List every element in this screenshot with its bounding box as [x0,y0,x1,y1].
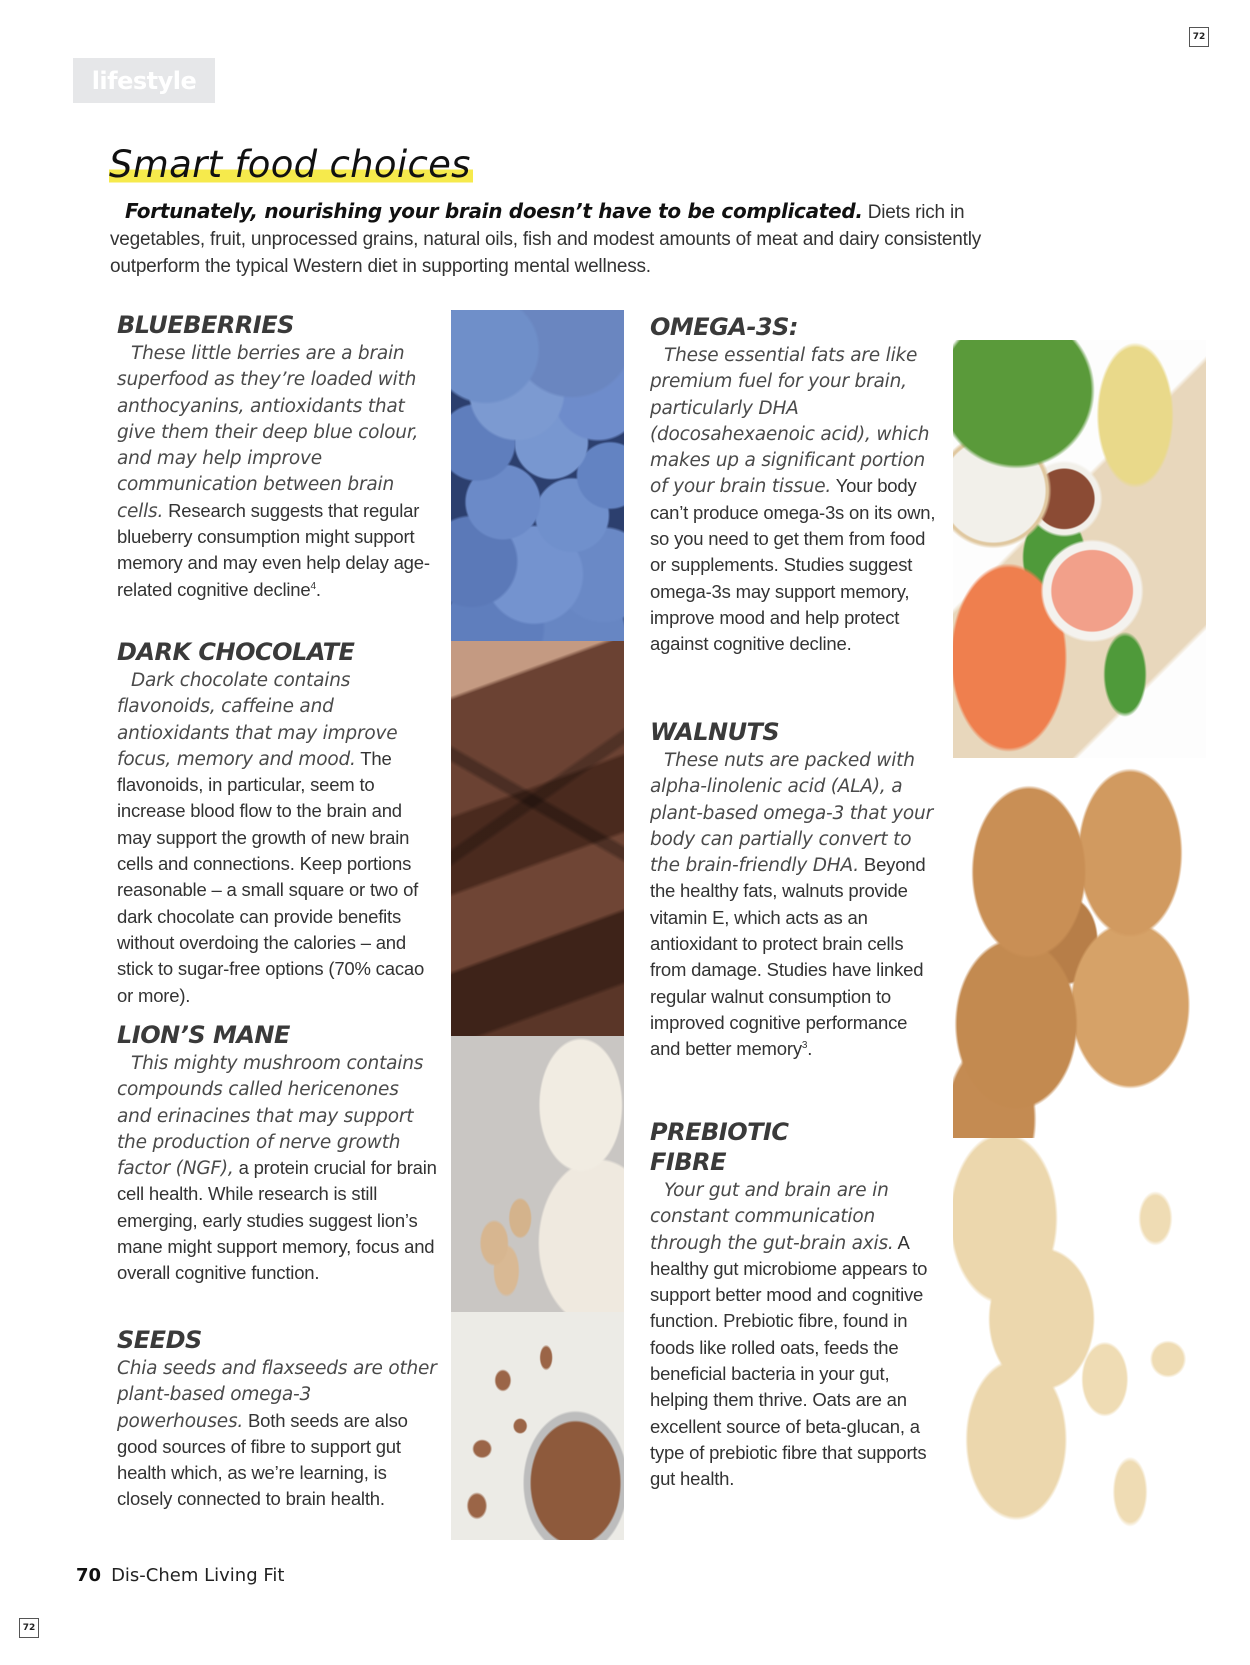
item-blueberries [117,310,437,603]
walnuts-photo [953,758,1206,1138]
item-end: . [315,578,321,600]
item-text [117,667,437,1009]
item-heading: SEEDS [117,1326,202,1354]
magazine-name: Dis-Chem Living Fit [111,1565,285,1586]
lions-mane-capsules-photo [451,1036,624,1312]
item-heading: WALNUTS [650,718,780,746]
page-marker-top: 72 [1189,27,1209,47]
item-italic: These essential fats are like premium fuel for your brain, particularly DHA (docosahexaenoic acid), which makes up a significant portion of your brain tissue. [650,345,930,498]
page-title: Smart food choices [109,143,471,186]
item-italic: This mighty mushroom contains compounds called hericenones and erinacines that may support the production of nerve growth factor (NGF), [117,1053,424,1180]
item-body: Beyond the healthy fats, walnuts provide vitamin E, which acts as an antioxidant to protect brain cells from damage. Studies have linked regular walnut consumption to improved cognitive performance and better memory [650,854,926,1060]
item-heading: LION’S MANE [117,1021,290,1049]
item-body: Research suggests that regular blueberry consumption might support memory and may even help delay age-related cognitive decline [117,499,430,600]
item-body: The flavonoids, in particular, seem to increase blood flow to the brain and may support the growth of new brain cells and connections. Keep portions reasonable – a small square or two of dark chocolate can provide benefits without overdoing the calories – and stick to sugar-free options (70% cacao or more). [117,747,425,1006]
item-text [117,1050,437,1287]
item-lions-mane [117,1020,437,1287]
item-omega3s [650,312,940,658]
omega-3-foods-photo [953,340,1206,758]
blueberries-photo [451,310,624,641]
intro-lead: Fortunately, nourishing your brain doesn’t have to be complicated. [125,199,863,223]
item-heading: OMEGA-3S: [650,313,798,341]
item-italic: Chia seeds and flaxseeds are other plant-based omega-3 powerhouses. [117,1358,437,1432]
item-text [650,1177,940,1493]
item-text [650,342,940,658]
dark-chocolate-photo [451,641,624,1036]
item-heading: PREBIOTIC FIBRE [650,1118,789,1176]
reference-number: 4 [310,580,316,592]
item-heading: DARK CHOCOLATE [117,638,355,666]
item-body: a protein crucial for brain cell health. While research is still emerging, early studies suggest lion’s mane might support memory, focus and overall cognitive function. [117,1157,437,1284]
item-prebiotic-fibre [650,1117,940,1493]
item-end: . [807,1038,813,1060]
item-body: Both seeds are also good sources of fibre to support gut health which, as we’re learning, is closely connected to brain health. [117,1409,408,1510]
item-text [117,340,437,603]
section-tag-label: lifestyle [91,66,197,95]
item-body: A healthy gut microbiome appears to support better mood and cognitive function. Prebiotic fibre, found in foods like rolled oats, feeds the beneficial bacteria in your gut, helping them thrive. Oats are an excellent source of beta-glucan, a type of prebiotic fibre that supports gut health. [650,1231,928,1490]
item-italic: These little berries are a brain superfood as they’re loaded with anthocyanins, antioxidants that give them their deep blue colour, and may help improve communication between brain cells. [117,343,419,522]
rolled-oats-photo [953,1138,1206,1540]
reference-number: 3 [801,1040,808,1052]
item-walnuts [650,717,940,1063]
intro-paragraph [110,198,990,280]
item-body: Your body can’t produce omega-3s on its own, so you need to get them from food or supplements. Studies suggest omega-3s may support memory, improve mood and help protect against cognitive decline. [650,475,936,655]
page-number: 70 [76,1565,102,1586]
section-tag [73,58,215,103]
item-seeds [117,1325,437,1513]
item-italic: These nuts are packed with alpha-linolenic acid (ALA), a plant-based omega-3 that your body can partially convert to the brain-friendly DHA. [650,750,933,877]
page-footer [76,1565,284,1586]
item-italic: Dark chocolate contains flavonoids, caffeine and antioxidants that may improve focus, memory and mood. [117,670,398,770]
item-text [117,1355,437,1513]
item-dark-chocolate [117,637,437,1009]
intro-body: Diets rich in vegetables, fruit, unprocessed grains, natural oils, fish and modest amounts of meat and dairy consistently outperform the typical Western diet in supporting mental wellness. [110,202,982,277]
page-marker-bottom: 72 [19,1618,39,1638]
item-heading: BLUEBERRIES [117,311,294,339]
item-italic: Your gut and brain are in constant communication through the gut-brain axis. [650,1180,894,1254]
item-text [650,747,940,1063]
flaxseeds-spoon-photo [451,1312,624,1540]
